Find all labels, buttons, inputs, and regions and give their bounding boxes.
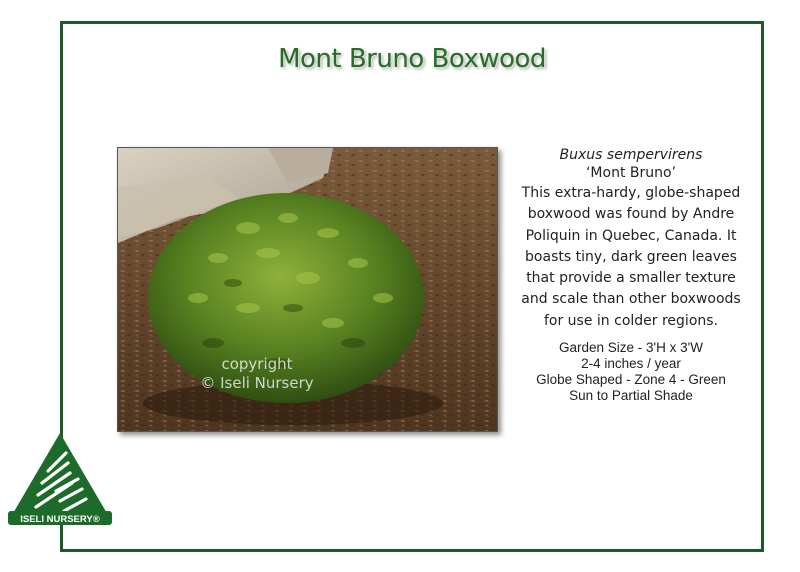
botanical-name: Buxus sempervirens [559, 147, 703, 163]
spec-growth-rate: 2-4 inches / year [581, 356, 681, 372]
spec-exposure: Sun to Partial Shade [569, 388, 693, 404]
page-title: Mont Bruno Boxwood [278, 44, 546, 74]
logo-text: ISELI NURSERY® [20, 514, 100, 525]
photo-watermark [117, 355, 397, 393]
tree-logo-icon [8, 431, 112, 526]
plant-description: This extra-hardy, globe-shaped boxwood was found by Andre Poliquin in Quebec, Canada. It boasts tiny, dark green leaves that provide a smaller texture and scale than other boxwoods for use in colder regions. [521, 185, 741, 329]
plant-specs [515, 340, 747, 404]
spec-garden-size: Garden Size - 3'H x 3'W [559, 340, 703, 356]
plant-description-block [515, 146, 747, 404]
cultivar-name: ‘Mont Bruno’ [585, 165, 677, 181]
iseli-nursery-logo [8, 431, 112, 526]
spec-shape-zone-color: Globe Shaped - Zone 4 - Green [536, 372, 726, 388]
watermark-line-1: copyright [221, 355, 293, 373]
watermark-line-2: © Iseli Nursery [200, 374, 314, 392]
